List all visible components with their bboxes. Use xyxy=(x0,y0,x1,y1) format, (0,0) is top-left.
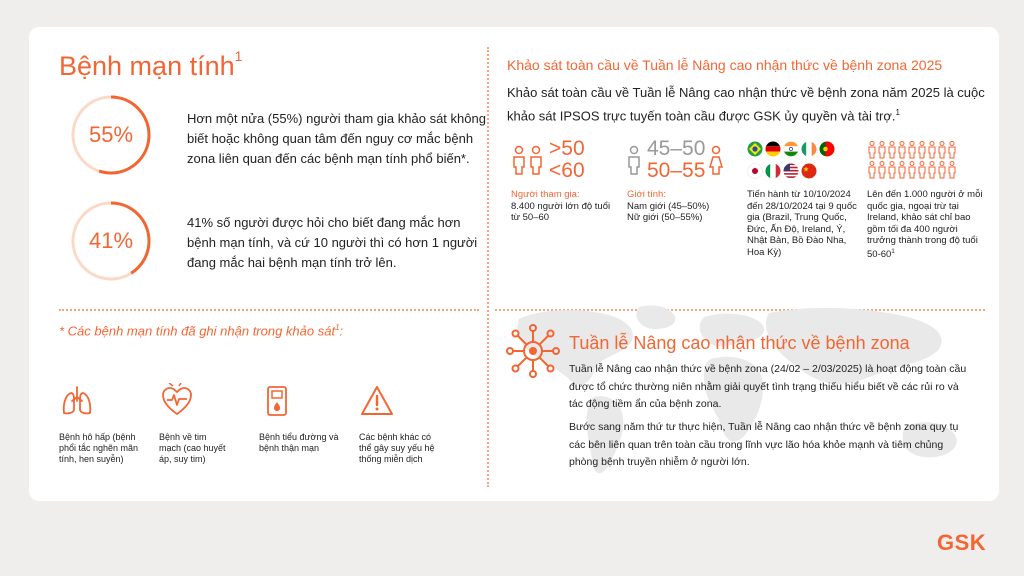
female-icon xyxy=(709,145,723,175)
stat-countries xyxy=(747,139,859,258)
disease-item xyxy=(159,383,229,465)
stat-ring-41 xyxy=(69,199,153,283)
stat-text: Lên đến 1.000 người ở mỗi quốc gia, ngoại trừ tại Ireland, khảo sát chỉ bao gồm tối đa 400 người trưởng thành trong độ tuổi $50-60^1$ xyxy=(867,189,983,260)
stat-description: 41% số người được hỏi cho biết đang mắc hơn bệnh mạn tính, và cứ 10 người thì có hơn 1 người đang mắc hai bệnh mạn tính trở lên. xyxy=(187,215,478,270)
people-icon xyxy=(511,145,545,175)
stat-text: Nam giới (45–50%) xyxy=(627,200,710,212)
age-min: >50 xyxy=(549,137,585,160)
survey-note: * Các bệnh mạn tính đã ghi nhận trong khảo sát$^1$: xyxy=(59,323,344,339)
male-range: 45–50 xyxy=(647,137,706,160)
stat-text: Tiến hành từ 10/10/2024 đến 28/10/2024 tại 9 quốc gia (Brazil, Trung Quốc, Đức, Ấn Độ, Ireland, Ý, Nhật Bản, Bồ Đào Nha, Hoa Kỳ) xyxy=(747,189,857,258)
lungs-icon xyxy=(59,383,95,419)
stat-value: 55% xyxy=(88,122,134,147)
disease-label: Bệnh tiểu đường và bệnh thận mạn xyxy=(259,432,339,453)
stat-text: Nữ giới (50–55%) xyxy=(627,212,703,223)
stat-caption: Giới tính: xyxy=(627,189,666,200)
flag-germany-icon xyxy=(765,141,781,157)
flag-india-icon xyxy=(783,141,799,157)
disease-item xyxy=(359,383,445,465)
divider xyxy=(59,309,479,311)
heart-icon xyxy=(159,383,195,419)
flag-japan-icon xyxy=(748,164,763,179)
stat-participants xyxy=(511,139,621,224)
content-card xyxy=(29,27,999,501)
stat-value: 41% xyxy=(88,228,134,253)
flag-ireland-icon xyxy=(801,141,817,157)
crowd-icon xyxy=(867,139,989,181)
flag-usa-icon xyxy=(783,163,799,179)
stat-text: 8.400 người lớn độ tuổi từ 50–60 xyxy=(511,200,611,223)
disease-item xyxy=(259,383,351,454)
stat-caption: Người tham gia: xyxy=(511,189,580,200)
glucose-meter-icon xyxy=(259,383,295,419)
stat-ring-55 xyxy=(69,93,153,177)
gsk-logo: GSK xyxy=(937,530,987,555)
section-title-chronic: Bệnh mạn tính$^1$ xyxy=(59,48,243,81)
female-range: 50–55 xyxy=(647,159,706,182)
awareness-week-paragraph: Tuần lễ Nâng cao nhận thức về bệnh zona (24/02 – 2/03/2025) là hoạt động toàn cầu được tổ chức thường niên nhằm giải quyết tình trạng thiếu hiểu biết về các rủi ro và tác động tiềm ẩn của bệnh zona. xyxy=(569,363,967,410)
flag-portugal-icon xyxy=(819,141,836,157)
virus-network-icon xyxy=(505,323,561,379)
country-flags xyxy=(747,139,859,181)
flag-italy-icon xyxy=(765,163,781,179)
section-title-survey: Khảo sát toàn cầu về Tuần lễ Nâng cao nhận thức về bệnh zona 2025 xyxy=(507,57,943,73)
survey-intro: Khảo sát toàn cầu về Tuần lễ Nâng cao nhận thức về bệnh zona năm 2025 là cuộc khảo sát IPSOS trực tuyến toàn cầu được GSK ủy quyền và tài trợ.$^1$ xyxy=(507,85,985,124)
stat-description: Hơn một nửa (55%) người tham gia khảo sát không biết hoặc không quan tâm đến nguy cơ mắc bệnh zona liên quan đến các bệnh mạn tính phổ biến*. xyxy=(187,111,486,166)
divider xyxy=(487,47,489,487)
flag-brazil-icon xyxy=(748,142,763,157)
male-icon xyxy=(627,145,641,175)
awareness-week-title: Tuần lễ Nâng cao nhận thức về bệnh zona xyxy=(569,333,910,353)
disease-item xyxy=(59,383,151,465)
flag-china-icon xyxy=(802,164,817,179)
age-max: <60 xyxy=(549,159,585,182)
stat-gender xyxy=(627,139,737,224)
awareness-week-paragraph: Bước sang năm thứ tư thực hiện, Tuần lễ Nâng cao nhận thức về bệnh zona quy tụ các bên liên quan trên toàn cầu trong lĩnh vực lão hóa khỏe mạnh và tiêm chủng phòng bệnh truyền nhiễm ở người lớn. xyxy=(569,421,959,468)
disease-label: Bệnh về tim mạch (cao huyết áp, suy tim) xyxy=(159,432,226,464)
stat-people-per-country xyxy=(867,139,989,260)
disease-label: Bệnh hô hấp (bệnh phổi tắc nghẽn mãn tính, hen suyễn) xyxy=(59,432,139,464)
warning-icon xyxy=(359,383,395,419)
disease-label: Các bệnh khác có thể gây suy yếu hệ thống miễn dịch xyxy=(359,432,435,464)
